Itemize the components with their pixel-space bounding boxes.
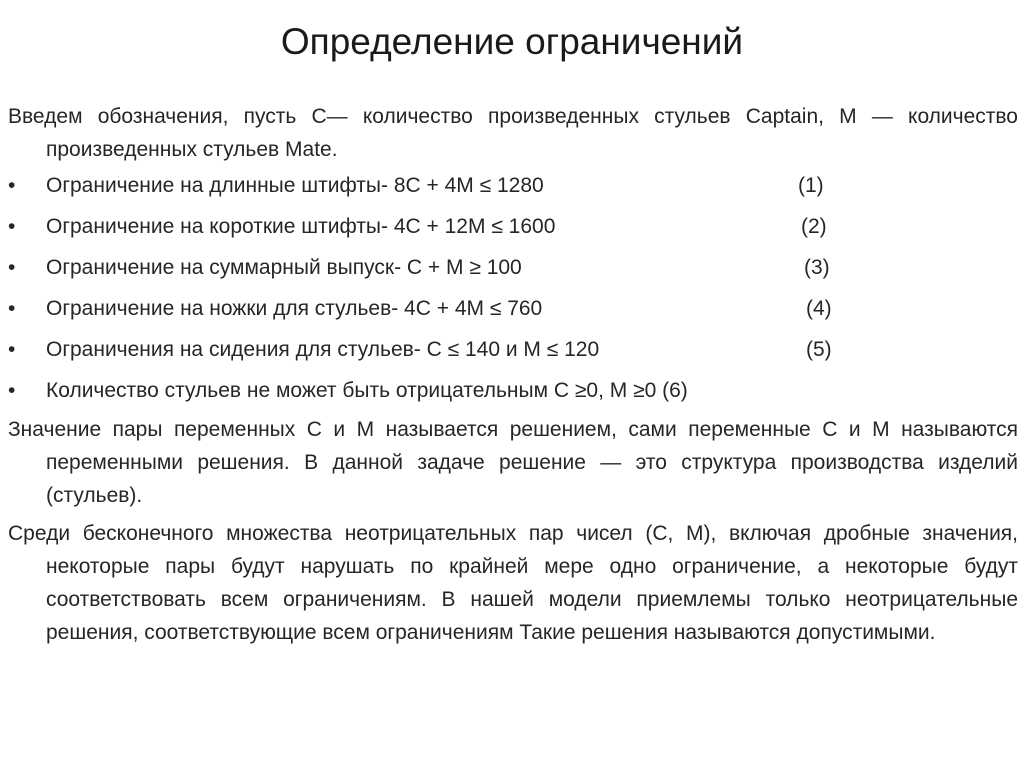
bullet-icon: • (8, 297, 16, 320)
bullet-icon: • (8, 174, 16, 197)
constraint-text: Ограничение на суммарный выпуск- С + М ≥ 100 (46, 256, 522, 279)
constraint-item (8, 210, 1018, 251)
feasible-paragraph: Среди бесконечного множества неотрицательных пар чисел (С, М), включая дробные значения, некоторые пары будут нарушать по крайней мере одно ограничение, а некоторые будут соответствовать всем ограничениям. В нашей модели приемлемы только неотрицательные решения, соответствующие всем ограничениям Такие решения называются допустимыми. (8, 522, 1018, 644)
slide-body (8, 100, 1018, 649)
constraint-text: Ограничение на ножки для стульев- 4С + 4М ≤ 760 (46, 297, 543, 320)
solution-paragraph: Значение пары переменных С и М называется решением, сами переменные С и М называются переменными решения. В данной задаче решение — это структура производства изделий (стульев). (8, 418, 1018, 507)
slide-title: Определение ограничений (280, 21, 744, 62)
constraint-item (8, 169, 1018, 210)
constraint-number: (2) (801, 215, 827, 238)
constraint-text: Ограничение на короткие штифты- 4С + 12М ≤ 1600 (46, 215, 556, 238)
constraint-number: (3) (804, 256, 830, 279)
bullet-icon: • (8, 379, 16, 402)
constraint-text: Ограничение на длинные штифты- 8С + 4М ≤ 1280 (46, 174, 544, 197)
constraint-item (8, 374, 1018, 410)
constraint-item (8, 333, 1018, 374)
constraint-list (8, 169, 1018, 410)
constraint-number: (4) (806, 297, 832, 320)
bullet-icon: • (8, 256, 16, 279)
constraint-item (8, 251, 1018, 292)
bullet-icon: • (8, 338, 16, 361)
constraint-text: Количество стульев не может быть отрицательным С ≥0, М ≥0 (6) (46, 379, 688, 402)
intro-paragraph: Введем обозначения, пусть С— количество произведенных стульев Captain, М — количество произведенных стульев Mate. (8, 105, 1018, 161)
constraint-text: Ограничения на сидения для стульев- С ≤ 140 и М ≤ 120 (46, 338, 600, 361)
constraint-number: (1) (798, 174, 824, 197)
constraint-item (8, 292, 1018, 333)
bullet-icon: • (8, 215, 16, 238)
constraint-number: (5) (806, 338, 832, 361)
